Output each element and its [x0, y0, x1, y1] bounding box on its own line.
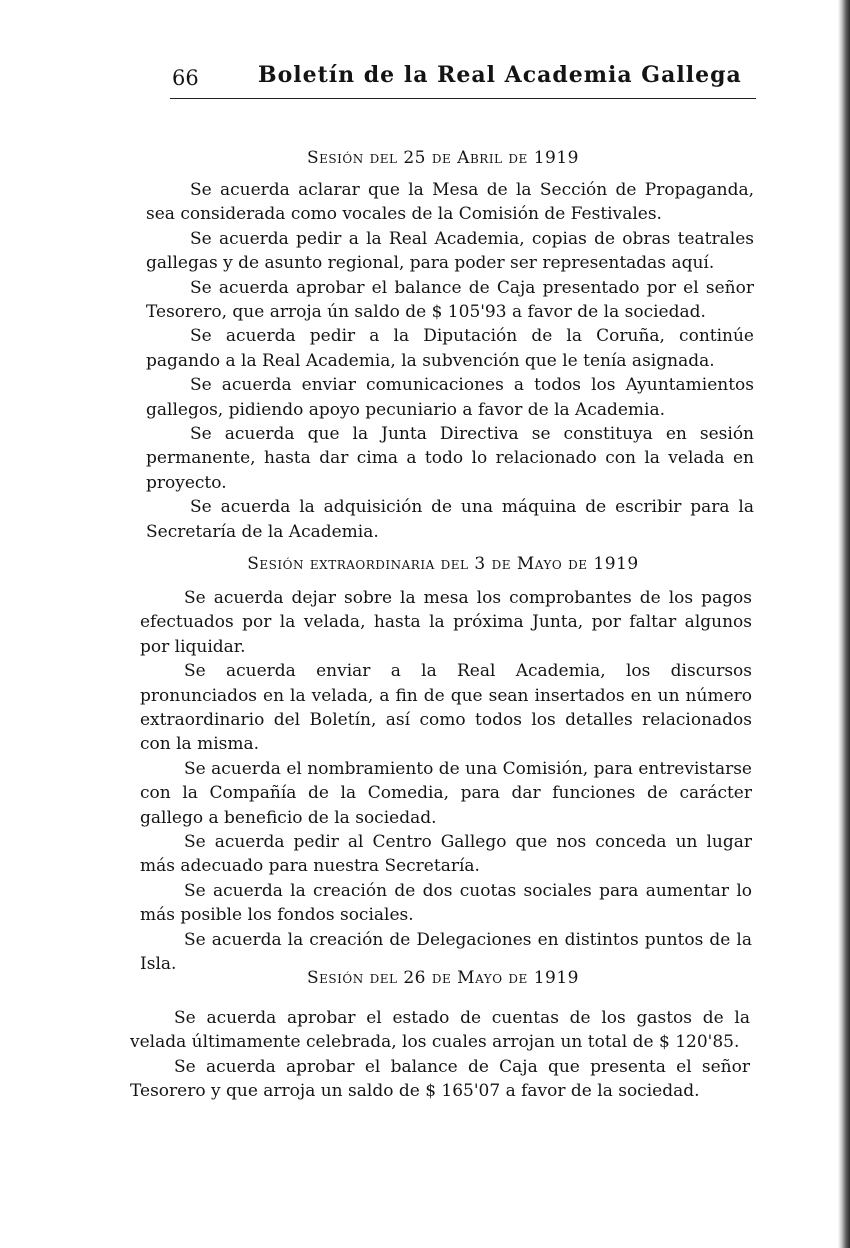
- section-body: [130, 1006, 750, 1104]
- resolution-paragraph: Se acuerda pedir a la Real Academia, copias de obras teatrales gallegas y de asunto regional, para poder ser representadas aquí.: [146, 228, 754, 274]
- running-title: Boletín de la Real Academia Gallega: [258, 62, 742, 88]
- resolution-paragraph: Se acuerda aclarar que la Mesa de la Sección de Propaganda, sea considerada como vocales de la Comisión de Festivales.: [146, 180, 754, 225]
- resolution-paragraph: Se acuerda enviar comunicaciones a todos los Ayuntamientos gallegos, pidiendo apoyo pecuniario a favor de la Academia.: [146, 375, 754, 420]
- section-body: [140, 586, 752, 977]
- resolution-paragraph: Se acuerda aprobar el balance de Caja presentado por el señor Tesorero, que arroja ún saldo de $ 105'93 a favor de la sociedad.: [146, 277, 754, 323]
- resolution-paragraph: Se acuerda aprobar el balance de Caja que presenta el señor Tesorero y que arroja un saldo de $ 165'07 a favor de la sociedad.: [130, 1056, 750, 1102]
- resolution-paragraph: Se acuerda pedir a la Diputación de la Coruña, continúe pagando a la Real Academia, la subvención que le tenía asignada.: [146, 326, 754, 371]
- resolution-paragraph: Se acuerda la creación de dos cuotas sociales para aumentar lo más posible los fondos sociales.: [140, 880, 752, 926]
- page-number: 66: [172, 66, 199, 90]
- resolution-paragraph: Se acuerda pedir al Centro Gallego que nos conceda un lugar más adecuado para nuestra Secretaría.: [140, 832, 752, 877]
- page-edge-shadow: [838, 0, 850, 1248]
- resolution-paragraph: Se acuerda la creación de Delegaciones en distintos puntos de la Isla.: [140, 929, 752, 975]
- resolution-paragraph: Se acuerda que la Junta Directiva se constituya en sesión permanente, hasta dar cima a todo lo relacionado con la velada en proyecto.: [146, 424, 754, 493]
- header-rule: [170, 98, 756, 99]
- resolution-paragraph: Se acuerda aprobar el estado de cuentas de los gastos de la velada últimamente celebrada, los cuales arrojan un total de $ 120'85.: [130, 1008, 750, 1053]
- resolution-paragraph: Se acuerda dejar sobre la mesa los comprobantes de los pagos efectuados por la velada, hasta la próxima Junta, por faltar algunos por liquidar.: [140, 588, 752, 657]
- section-heading: Sesión del 25 de Abril de 1919: [307, 148, 579, 168]
- section-body: [146, 178, 754, 544]
- section-heading: Sesión extraordinaria del 3 de Mayo de 1919: [247, 554, 639, 574]
- resolution-paragraph: Se acuerda el nombramiento de una Comisión, para entrevistarse con la Compañía de la Comedia, para dar funciones de carácter gallego a beneficio de la sociedad.: [140, 758, 752, 828]
- resolution-paragraph: Se acuerda la adquisición de una máquina de escribir para la Secretaría de la Academia.: [146, 497, 754, 542]
- section-heading: Sesión del 26 de Mayo de 1919: [307, 968, 579, 988]
- resolution-paragraph: Se acuerda enviar a la Real Academia, los discursos pronunciados en la velada, a fin de que sean insertados en un número extraordinario del Boletín, así como todos los detalles relacionados con la misma.: [140, 661, 752, 755]
